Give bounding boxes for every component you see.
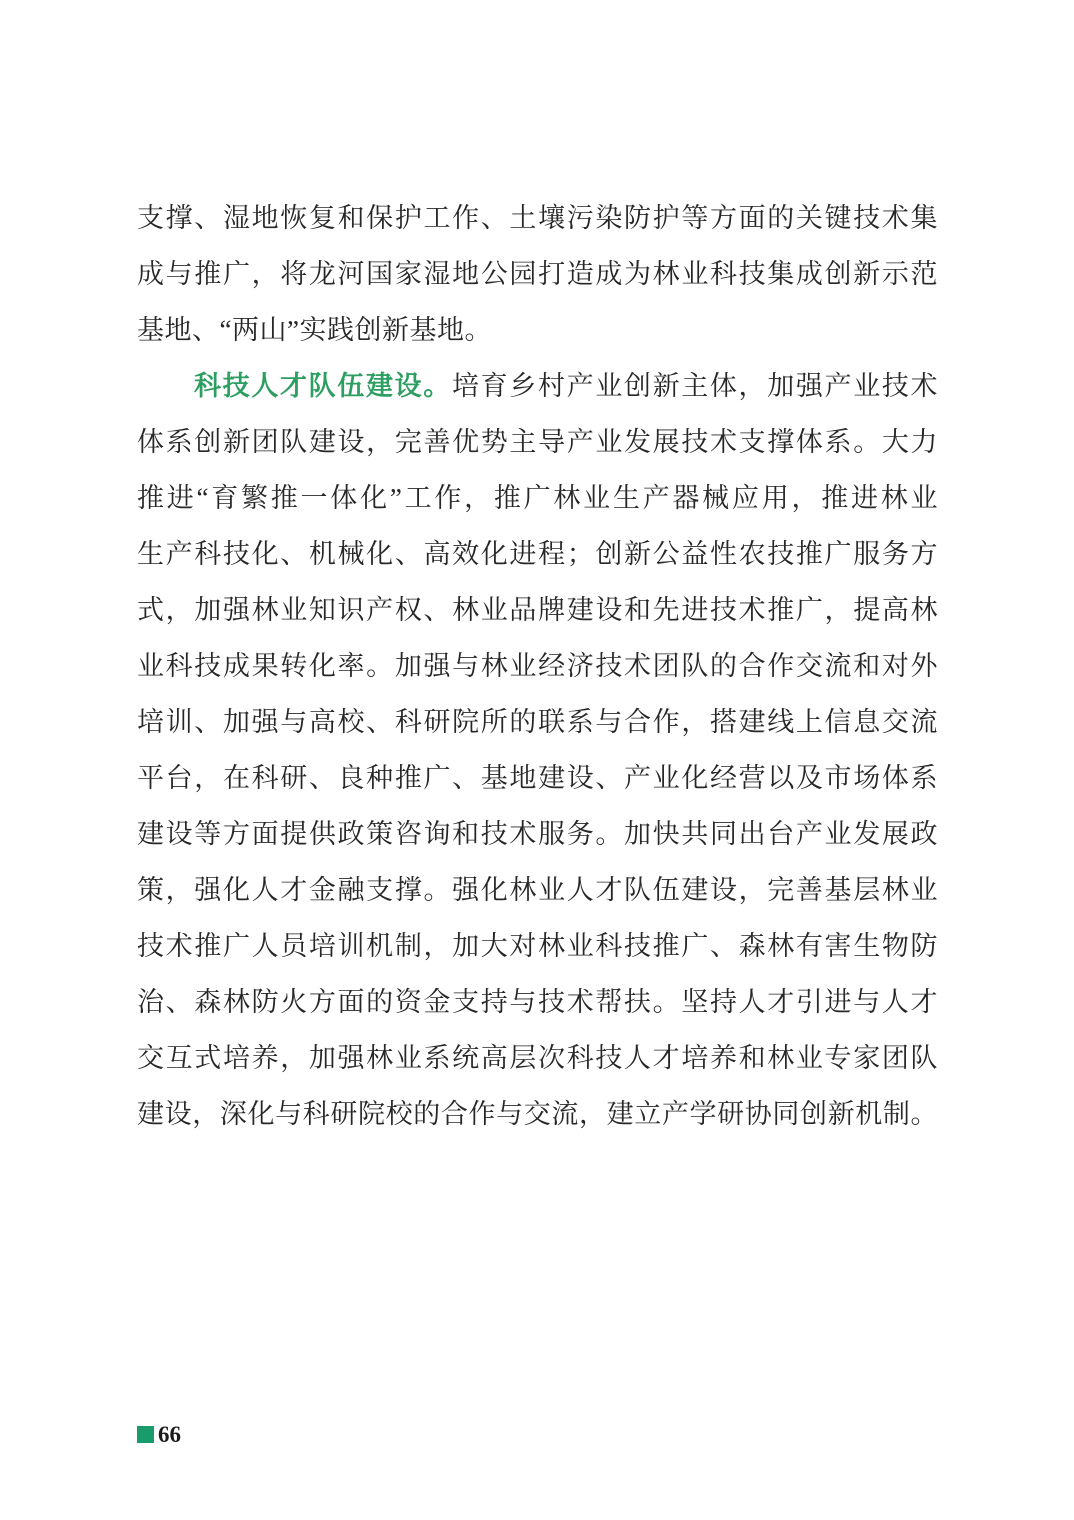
body-segment: 成与推广，将龙河国家湿地公园打造成为林业科技集成创新示范 [137, 259, 938, 289]
text-line [137, 470, 938, 526]
text-line [137, 358, 938, 414]
body-segment: 治、森林防火方面的资金支持与技术帮扶。坚持人才引进与人才 [137, 987, 938, 1017]
footer [137, 1422, 181, 1447]
body-segment: 培育乡村产业创新主体，加强产业技术 [451, 371, 939, 401]
inline-section-heading: 科技人才队伍建设。 [194, 371, 452, 401]
text-line [137, 1086, 938, 1142]
body-segment: 建设，深化与科研院校的合作与交流，建立产学研协同创新机制。 [137, 1099, 938, 1129]
body-segment: 推进“育繁推一体化”工作，推广林业生产器械应用，推进林业 [137, 483, 938, 513]
body-segment: 策，强化人才金融支撑。强化林业人才队伍建设，完善基层林业 [137, 875, 938, 905]
body-segment: 交互式培养，加强林业系统高层次科技人才培养和林业专家团队 [137, 1043, 938, 1073]
body-segment: 支撑、湿地恢复和保护工作、土壤污染防护等方面的关键技术集 [137, 203, 938, 233]
body-segment: 式，加强林业知识产权、林业品牌建设和先进技术推广，提高林 [137, 595, 938, 625]
body-text [137, 190, 938, 1142]
text-line [137, 806, 938, 862]
text-line [137, 526, 938, 582]
body-segment: 体系创新团队建设，完善优势主导产业发展技术支撑体系。大力 [137, 427, 938, 457]
body-segment: 技术推广人员培训机制，加大对林业科技推广、森林有害生物防 [137, 931, 938, 961]
text-line [137, 918, 938, 974]
body-segment: 生产科技化、机械化、高效化进程；创新公益性农技推广服务方 [137, 539, 938, 569]
page-number: 66 [158, 1422, 181, 1447]
text-line [137, 414, 938, 470]
body-segment: 基地、“两山”实践创新基地。 [137, 315, 492, 345]
body-segment: 业科技成果转化率。加强与林业经济技术团队的合作交流和对外 [137, 651, 938, 681]
body-segment: 建设等方面提供政策咨询和技术服务。加快共同出台产业发展政 [137, 819, 938, 849]
text-line [137, 190, 938, 246]
body-segment: 平台，在科研、良种推广、基地建设、产业化经营以及市场体系 [137, 763, 938, 793]
text-line [137, 862, 938, 918]
text-line [137, 750, 938, 806]
footer-square-marker [137, 1426, 154, 1443]
body-segment: 培训、加强与高校、科研院所的联系与合作，搭建线上信息交流 [137, 707, 938, 737]
text-line [137, 246, 938, 302]
text-line [137, 1030, 938, 1086]
text-line [137, 638, 938, 694]
text-line [137, 302, 938, 358]
text-line [137, 694, 938, 750]
text-line [137, 974, 938, 1030]
text-line [137, 582, 938, 638]
